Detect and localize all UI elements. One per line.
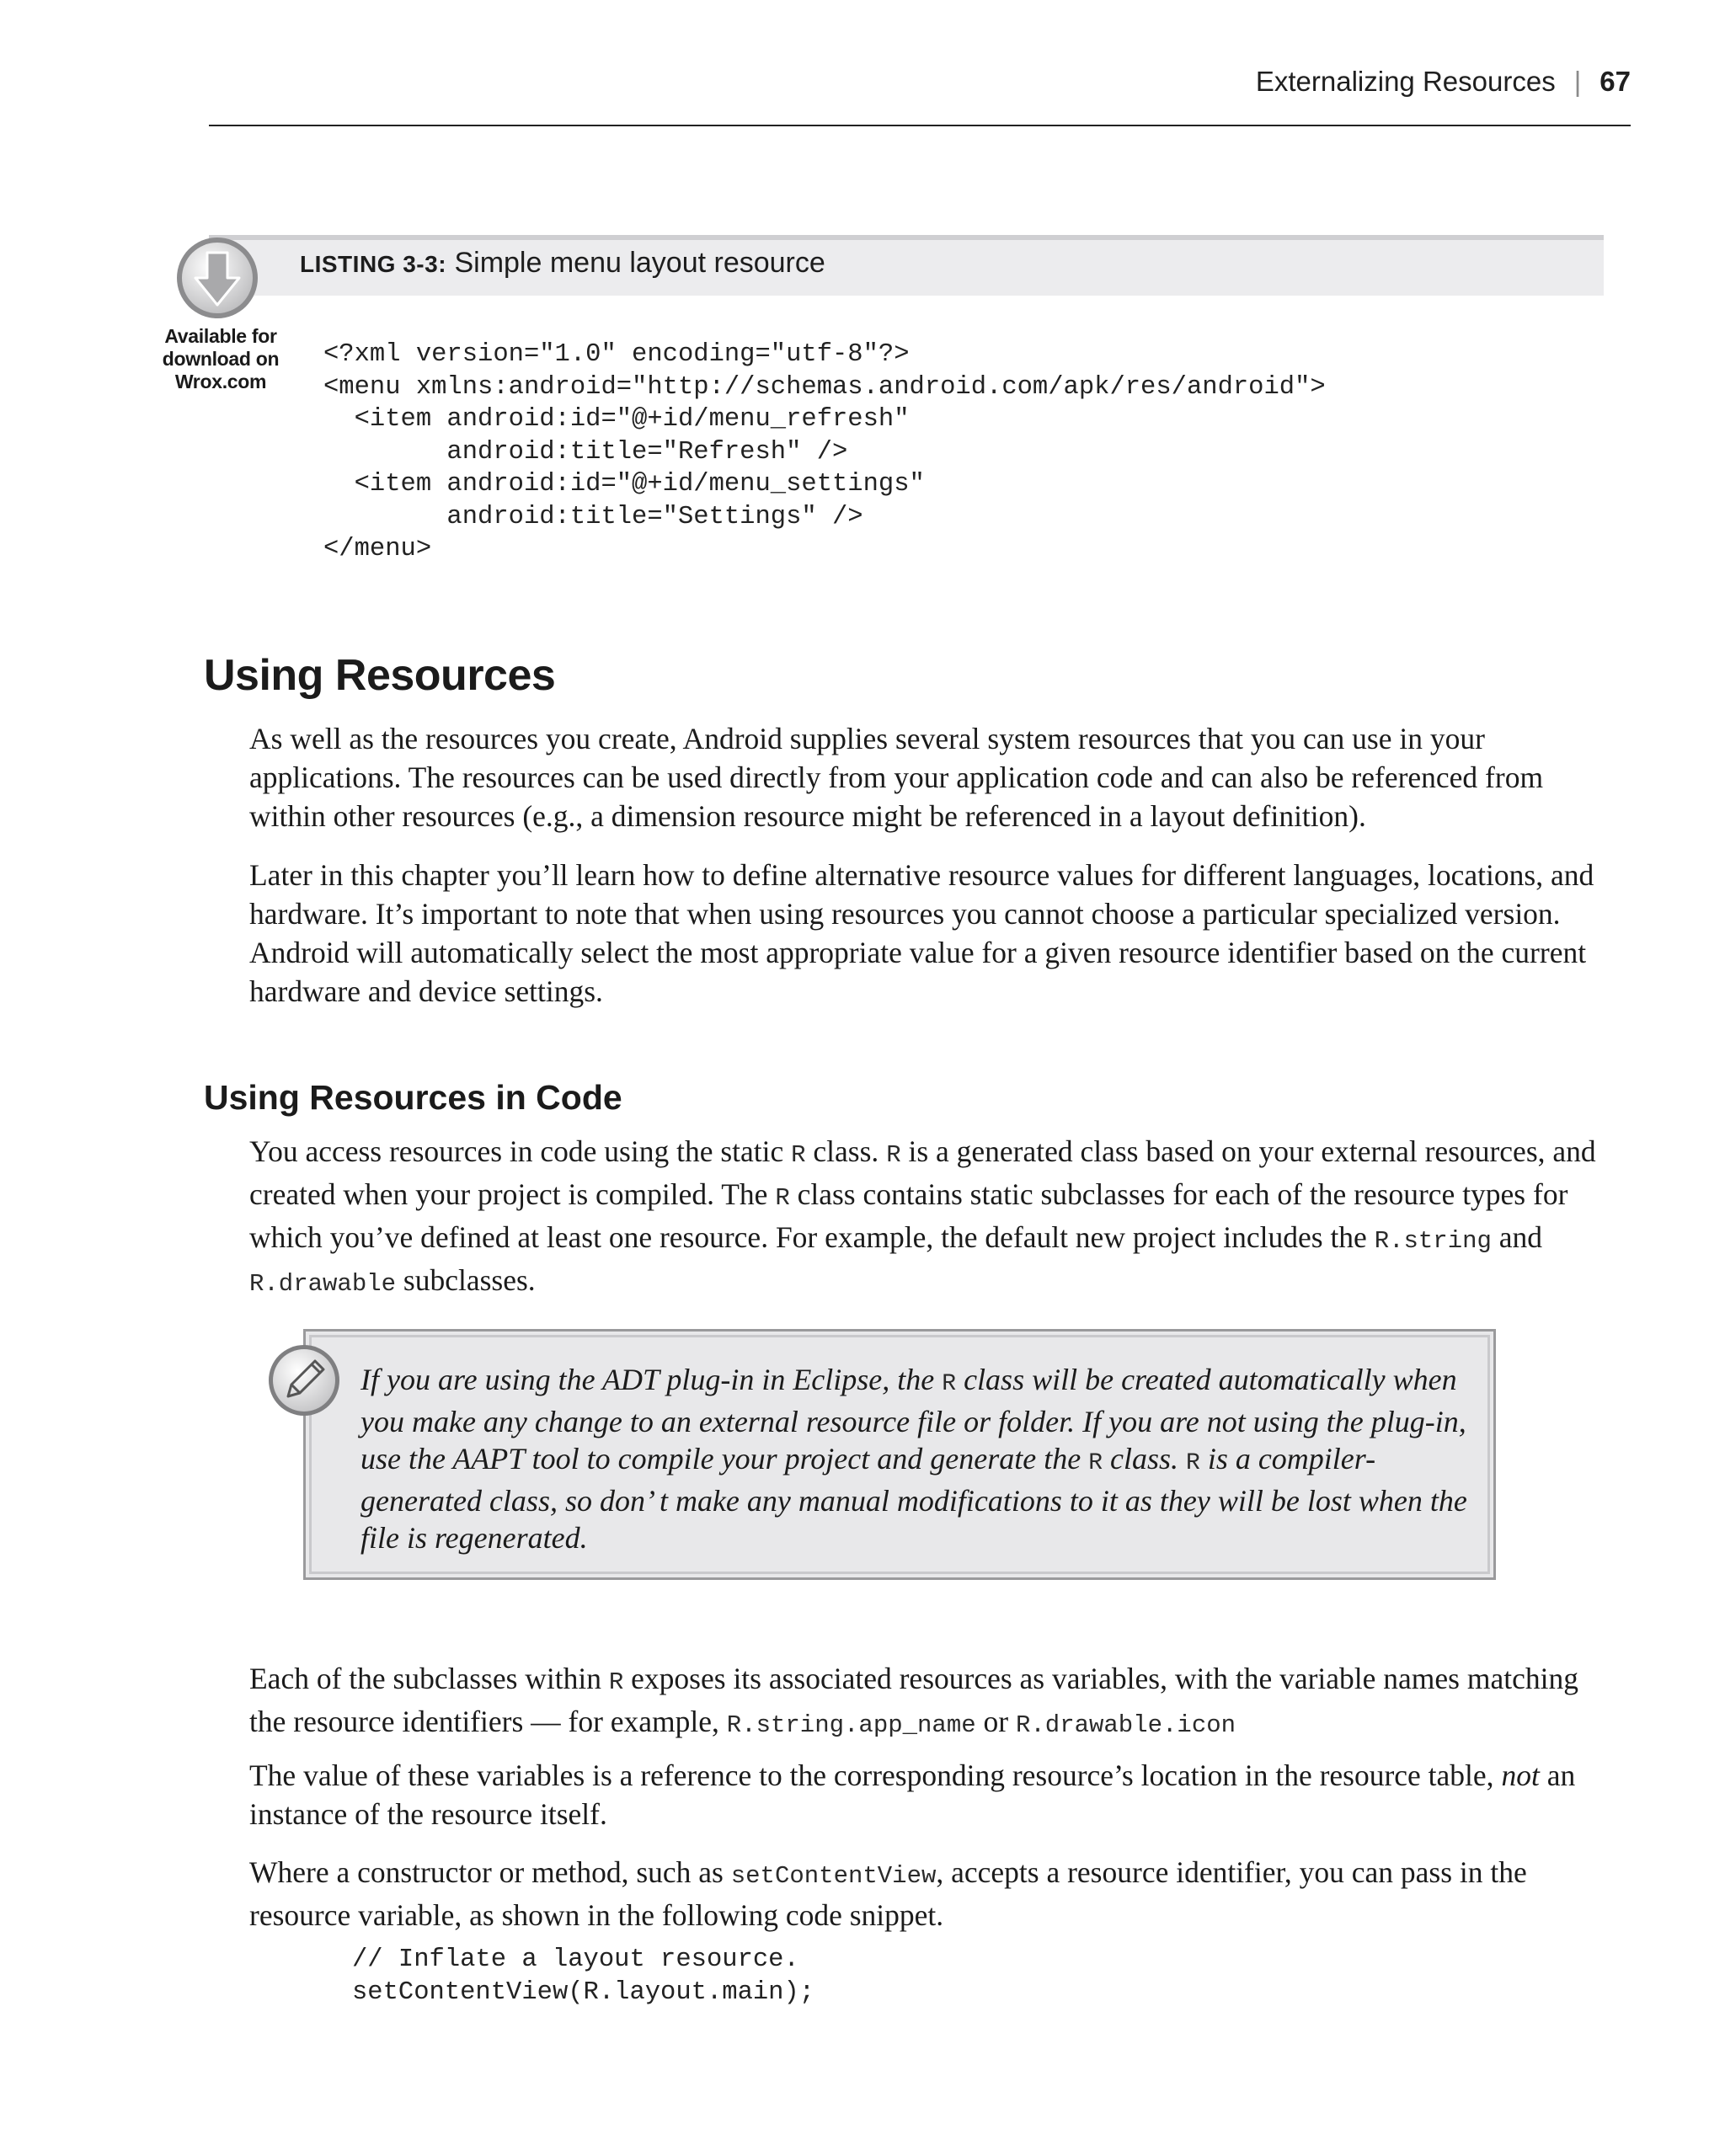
code-snippet: // Inflate a layout resource. setContentView(R.layout.main); <box>352 1945 815 2007</box>
subsection-heading: Using Resources in Code <box>204 1078 622 1117</box>
listing-label: LISTING 3-3: <box>300 251 447 277</box>
subsection-paragraph-2: Each of the subclasses within R exposes its associated resources as variables, with the variable names matching the resource identifiers — for example, R.string.app_name or R.drawable.icon <box>249 1662 1578 1739</box>
header-rule <box>209 125 1631 126</box>
subsection-paragraph-1: You access resources in code using the static R class. R is a generated class based on your external resources, and created when your project is compiled. The R class contains static subclasses for each of the resource types for which you’ve defined at least one resource. For example, the default new project includes the R.string and R.drawable subclasses. <box>249 1134 1596 1298</box>
download-arrow-icon[interactable] <box>174 234 261 322</box>
listing-title <box>300 247 825 280</box>
running-header <box>1256 66 1631 98</box>
section-paragraph-1: As well as the resources you create, Android supplies several system resources that you can use in your applications. The resources can be used directly from your application code and can also be referenced from within other resources (e.g., a dimension resource might be referenced in a layout definition). <box>249 722 1544 833</box>
section-paragraph-2: Later in this chapter you’ll learn how to define alternative resource values for different languages, locations, and hardware. It’s important to note that when using resources you cannot choose a particular specialized version. Android will automatically select the most appropriate value for a given resource identifier based on the current hardware and device settings. <box>249 858 1594 1008</box>
section-heading: Using Resources <box>204 651 556 700</box>
page-number: 67 <box>1599 66 1631 97</box>
header-separator: | <box>1573 66 1582 97</box>
pencil-icon <box>266 1342 342 1418</box>
subsection-paragraph-4: Where a constructor or method, such as setContentView, accepts a resource identifier, you can pass in the resource variable, as shown in the following code snippet. <box>249 1855 1527 1932</box>
download-caption: Available for download on Wrox.com <box>162 325 280 392</box>
listing-caption: Simple menu layout resource <box>454 247 825 279</box>
subsection-paragraph-3: The value of these variables is a reference to the corresponding resource’s location in the resource table, not an instance of the resource itself. <box>249 1758 1576 1831</box>
chapter-title: Externalizing Resources <box>1255 66 1556 97</box>
note-text: If you are using the ADT plug-in in Eclipse, the R class will be created automatically when you make any change to an external resource file or folder. If you are not using the plug-in, use the AAPT tool to compile your project and generate the R class. R is a compiler-generated class, so don’ t make any manual modifications to it as they will be lost when the file is regenerated. <box>360 1363 1467 1555</box>
listing-code: <?xml version="1.0" encoding="utf-8"?> <menu xmlns:android="http://schemas.android.com/apk/res/android"> <item android:id="@+id/menu_refresh" android:title="Refresh" /> <item android:id="@+id/menu_settings" android:title="Settings" /> </menu> <box>323 340 1326 563</box>
